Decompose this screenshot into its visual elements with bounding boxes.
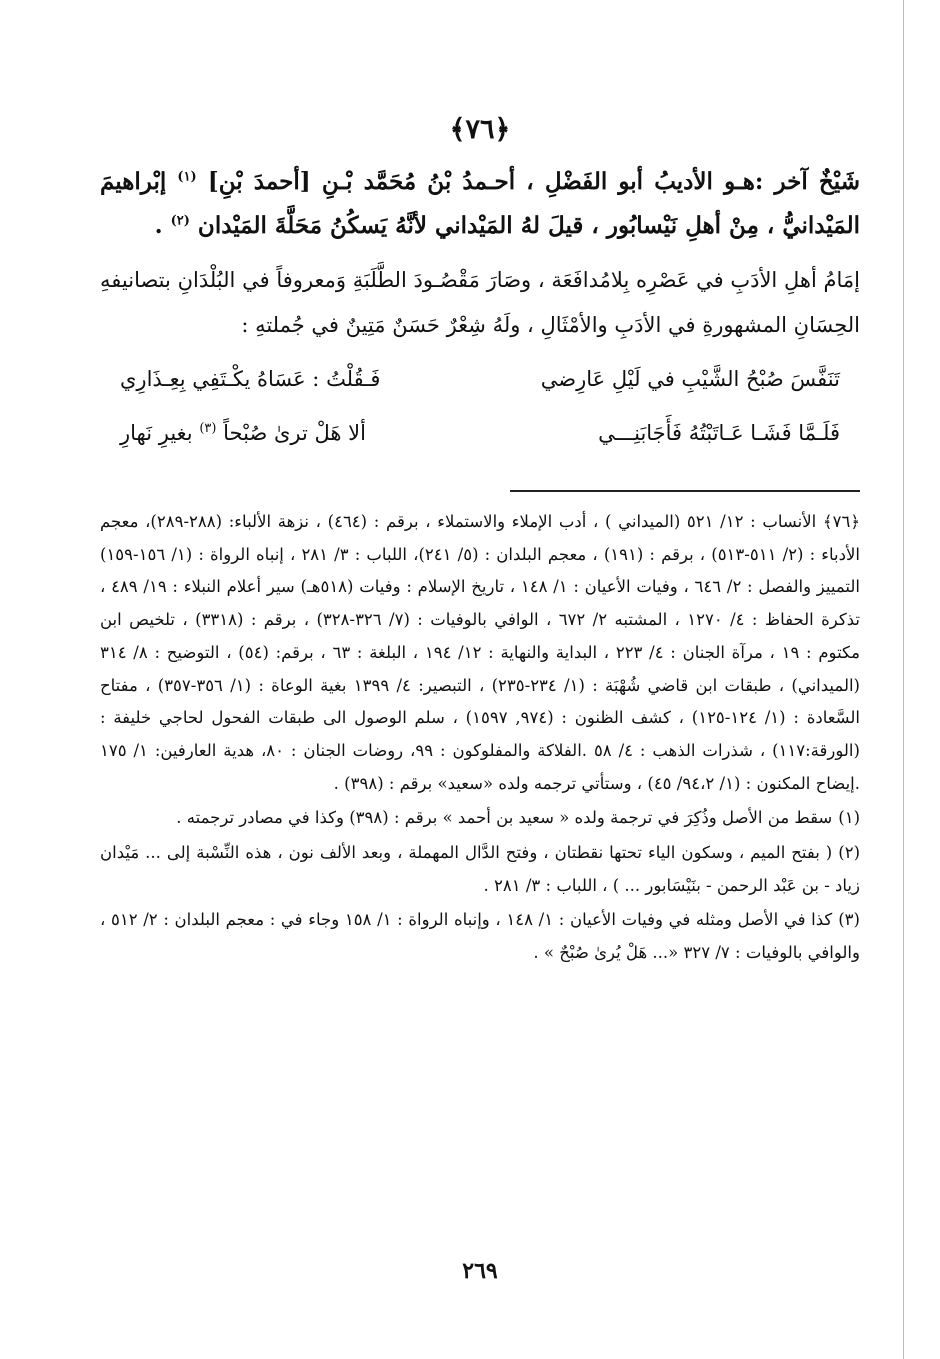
verse-2-second-hemistich bbox=[120, 412, 451, 454]
footnote-ref-1[interactable]: (١) bbox=[177, 169, 197, 185]
footnote-3-text: كذا في الأصل ومثله في وفيات الأعيان : ١/ ١٤٨ ، وإنباه الرواة : ١/ ١٥٨ وجاء في : معجم البلدان : ٢/ ٥١٢ ، والوافي بالوفيات : ٧/ ٣٢٧ «... هَلْ يُرىٰ صُبْحٌ » . bbox=[100, 910, 860, 963]
footnote-separator bbox=[510, 490, 860, 492]
biography-text-3: . bbox=[154, 212, 163, 239]
page-number: ٢٦٩ bbox=[462, 1258, 498, 1284]
footnote-3 bbox=[100, 904, 860, 969]
verse-2-first-hemistich: فَلَـمَّا فَشَـا عَـاتَبْتُهُ فَأَجَابَنِـــي bbox=[598, 421, 840, 445]
footnote-ref-2[interactable]: (٢) bbox=[170, 213, 190, 229]
footnote-3-number: (٣) bbox=[838, 910, 860, 930]
description-paragraph: إمَامُ أهلِ الأدَبِ في عَصْرِه بِلامُدافَعَة ، وصَارَ مَقْصُـودَ الطَّلَبَةِ وَمعروفاً في البُلْدَانِ بتصانيفهِ الحِسَانِ المشهورةِ في الأدَبِ والأمْثَالِ ، ولَهُ شِعْرٌ حَسَنٌ مَتِينٌ في جُملتهِ : bbox=[100, 268, 860, 337]
footnote-1 bbox=[100, 802, 860, 835]
footnote-2-number: (٢) bbox=[838, 843, 860, 863]
footnote-ref-3[interactable]: (٣) bbox=[199, 421, 217, 436]
verse-2-second-text-a: ألا هَلْ ترىٰ صُبْحاً bbox=[223, 421, 366, 445]
biography-text-1: شَيْخٌ آخر :هـو الأديبُ أبو الفَضْلِ ، أحـمدُ بْنُ مُحَمَّد بْـنِ [أحمدَ بْنِ] bbox=[207, 168, 860, 195]
biography-text-2: إبْراهيمَ المَيْدانيُّ ، مِنْ أهلِ نَيْسابُور ، قيلَ لهُ المَيْداني لأنَّهُ يَسكُنُ مَحَلَّةَ المَيْدان bbox=[100, 168, 860, 239]
sources-footnote: ﴿٧٦﴾ الأنساب : ١٢/ ٥٢١ (الميداني ) ، أدب الإملاء والاستملاء ، برقم : (٤٦٤) ، نزهة الألباء: (٢٨٨-٢٨٩)، معجم الأدباء : (٢/ ٥١١-٥١٣) ، برقم : (١٩١) ، معجم البلدان : (٥/ ٢٤١)، اللباب : ٣/ ٢٨١ ، إنباه الرواة : (١/ ١٥٦-١٥٩) التمييز والفصل : ٢/ ٦٤٦ ، وفيات الأعيان : ١/ ١٤٨ ، تاريخ الإسلام : وفيات (٥١٨هـ) سير أعلام النبلاء : ١٩/ ٤٨٩ ، تذكرة الحفاظ : ٤/ ١٢٧٠ ، المشتبه ٢/ ٦٧٢ ، الوافي بالوفيات : (٧/ ٣٢٦-٣٢٨) ، برقم : (٣٣١٨) ، تلخيص ابن مكتوم : ١٩ ، مرآة الجنان : ٤/ ٢٢٣ ، البداية والنهاية : ١٢/ ١٩٤ ، البلغة : ٦٣ ، برقم: (٥٤) ، التوضيح : ٨/ ٣١٤ (الميداني) ، طبقات ابن قاضي شُهْبَة : (١/ ٢٣٤-٢٣٥) ، التبصير: ٤/ ١٣٩٩ بغية الوعاة : (١/ ٣٥٦-٣٥٧) ، مفتاح السَّعادة : (١/ ١٢٤-١٢٥) ، كشف الظنون : (٩٧٤, ١٥٩٧) ، سلم الوصول الى طبقات الفحول لحاجي خليفة : (الورقة:١١٧) ، شذرات الذهب : ٤/ ٥٨ .الفلاكة والمفلوكون : ٩٩، روضات الجنان : ٨٠، هدية العارفين: ١/ ١٧٥ .إيضاح المكنون : (١/ ٩٤،٢/ ٤٥) ، وستأتي ترجمه ولده «سعيد» برقم : (٣٩٨) . bbox=[100, 512, 861, 793]
footnote-1-number: (١) bbox=[838, 808, 860, 828]
biography-paragraph bbox=[100, 160, 860, 248]
page-edge-line bbox=[903, 0, 904, 1359]
footnote-1-text: سقط من الأصل وذُكِرَ في ترجمة ولده « سعيد بن أحمد » برقم : (٣٩٨) وكذا في مصادر ترجمته . bbox=[176, 808, 833, 828]
footnote-2 bbox=[100, 837, 860, 902]
verse-1-second-hemistich: فَـقُلْتُ : عَسَاهُ يكْـتَفِي بِعِـذَارِي bbox=[120, 367, 381, 391]
verse-2-second-text-b: بغيرِ نَهارِ bbox=[120, 421, 193, 445]
poem bbox=[100, 358, 860, 454]
entry-number: ﴿٧٦﴾ bbox=[449, 114, 511, 145]
verse-1-first-hemistich: تَنَفَّسَ صُبْحُ الشَّيْبِ في لَيْلِ عَارِضي bbox=[540, 367, 840, 391]
footnote-2-text: ( بفتح الميم ، وسكون الياء تحتها نقطتان ، وفتح الدَّال المهملة ، وبعد الألف نون ، هذه النِّسْبة إلى ... مَيْدان زياد - بن عَبْد الرحمن - بنَيْسَابور ... ) ، اللباب : ٣/ ٢٨١ . bbox=[100, 843, 860, 895]
verse-1 bbox=[100, 358, 860, 400]
verse-2 bbox=[100, 412, 860, 454]
book-page bbox=[100, 100, 860, 1300]
